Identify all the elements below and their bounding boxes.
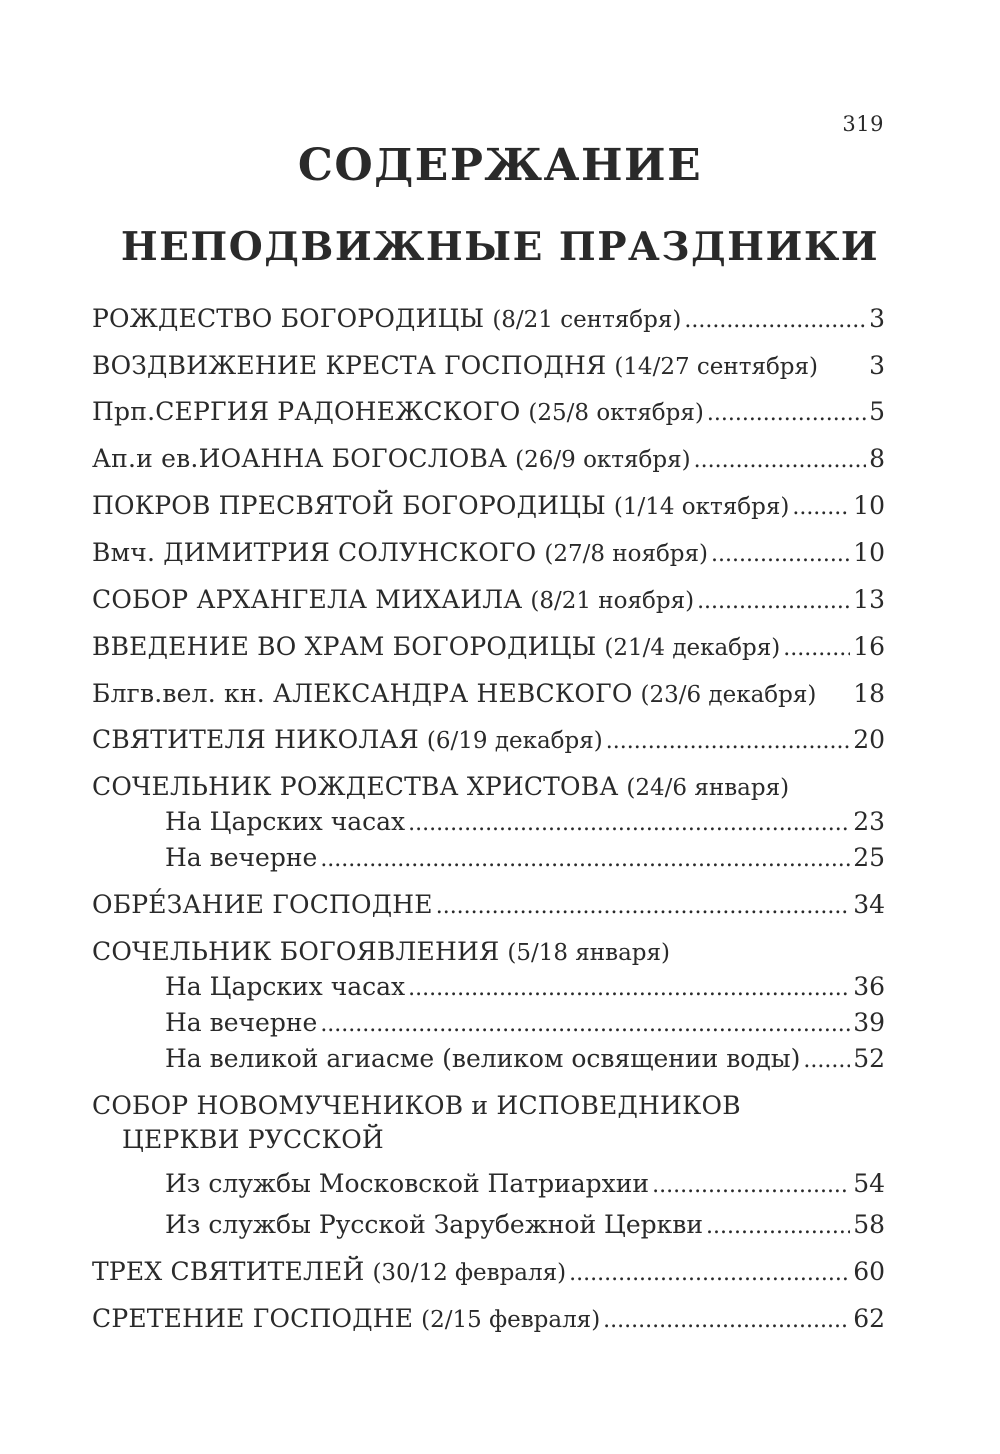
toc-entry[interactable] [92,1302,885,1338]
toc-entry-title: СВЯТИТЕЛЯ НИКОЛАЯ [92,725,419,754]
toc-entry-date: (27/8 ноября) [544,541,709,567]
toc-entry-title: ВОЗДВИЖЕНИЕ КРЕСТА ГОСПОДНЯ [92,351,607,380]
dot-leader [706,1208,850,1244]
dot-leader [408,970,850,1006]
dot-leader [684,302,866,338]
toc-entry-date: (24/6 января) [626,775,790,801]
toc-entry-title: СРЕТЕНИЕ ГОСПОДНЕ [92,1304,414,1333]
toc-entry-page: 5 [869,397,885,426]
toc-entry-title: СОБОР АРХАНГЕЛА МИХАИЛА [92,585,523,614]
toc-subentry[interactable] [92,1167,885,1203]
toc-entry-title: ПОКРОВ ПРЕСВЯТОЙ БОГОРОДИЦЫ [92,491,606,520]
page-title: СОДЕРЖАНИЕ [297,140,703,191]
dot-leader [603,1302,850,1338]
toc-subentry[interactable] [92,1006,885,1042]
toc-subentry-title: На Царских часах [165,807,406,836]
toc-entry-title: ВВЕДЕНИЕ ВО ХРАМ БОГОРОДИЦЫ [92,632,597,661]
toc-subentry-title: Из службы Русской Зарубежной Церкви [165,1210,704,1239]
page-number: 319 [842,112,884,136]
toc-entry-title: СОЧЕЛЬНИК БОГОЯВЛЕНИЯ [92,937,500,966]
dot-leader [707,395,866,431]
toc-entry-title: Ап.и ев.ИОАННА БОГОСЛОВА [92,444,508,473]
dot-leader [606,723,850,759]
toc-entry-date: (26/9 октября) [515,447,691,473]
toc-entry-page: 10 [853,538,885,567]
toc-subentry-title: На великой агиасме (великом освящении воды) [165,1044,801,1073]
toc-entry-page: 3 [869,304,885,333]
toc-entry-page: 20 [853,725,885,754]
toc-entry[interactable] [92,583,885,619]
toc-entry[interactable] [92,723,885,759]
toc-subentry[interactable] [92,970,885,1006]
toc-entry[interactable] [92,349,885,384]
toc-entry-page: 23 [853,807,885,836]
toc-entry-page: 18 [853,679,885,708]
toc-group-heading [92,935,885,970]
toc-entry-page: 34 [853,890,885,919]
toc-subentry-title: На вечерне [165,843,318,872]
toc-entry[interactable] [92,395,885,431]
toc-entry-date: (8/21 сентября) [492,307,682,333]
toc-entry-date: (2/15 февраля) [421,1307,601,1333]
dot-leader [711,536,850,572]
toc-subentry-title: Из службы Московской Патриархии [165,1169,650,1198]
dot-leader [694,442,866,478]
toc-entry-title: Прп.СЕРГИЯ РАДОНЕЖСКОГО [92,397,521,426]
dot-leader [783,630,850,666]
dot-leader [803,1042,850,1078]
toc-entry-page: 52 [853,1044,885,1073]
toc-entry-title: Блгв.вел. кн. АЛЕКСАНДРА НЕВСКОГО [92,679,633,708]
toc-subentry-title: На вечерне [165,1008,318,1037]
toc-entry[interactable] [92,302,885,338]
dot-leader [652,1167,850,1203]
toc-entry-page: 60 [853,1257,885,1286]
toc-entry[interactable] [92,489,885,525]
toc-entry-date: (5/18 января) [507,940,670,966]
dot-leader [436,888,850,924]
toc-entry[interactable] [92,442,885,478]
toc-entry-title: Вмч. ДИМИТРИЯ СОЛУНСКОГО [92,538,537,567]
dot-leader [320,841,850,877]
toc-entry[interactable] [92,677,885,712]
dot-leader [320,1006,850,1042]
dot-leader [408,805,850,841]
toc-subentry-title: На Царских часах [165,972,406,1001]
toc-entry-date: (14/27 сентября) [614,354,819,380]
toc-entry-title: ТРЕХ СВЯТИТЕЛЕЙ [92,1257,365,1286]
toc-entry-page: 16 [853,632,885,661]
toc-entry-page: 58 [853,1210,885,1239]
toc-subentry[interactable] [92,1042,885,1078]
toc-entry-date: (6/19 декабря) [426,728,603,754]
toc-entry-date: (8/21 ноября) [530,588,695,614]
toc-entry-page: 13 [853,585,885,614]
toc-entry-page: 54 [853,1169,885,1198]
toc-subentry[interactable] [92,805,885,841]
toc-entry-title: СОЧЕЛЬНИК РОЖДЕСТВА ХРИСТОВА [92,772,619,801]
dot-leader [569,1255,850,1291]
section-title: НЕПОДВИЖНЫЕ ПРАЗДНИКИ [120,224,880,270]
toc-entry-date: (30/12 февраля) [372,1260,567,1286]
dot-leader [792,489,850,525]
toc-entry-date: (25/8 октября) [528,400,704,426]
toc-entry-date: (1/14 октября) [613,494,790,520]
toc-subentry[interactable] [92,841,885,877]
toc-group-heading-continued [92,1123,885,1157]
toc-entry-title: ОБРЕ́ЗАНИЕ ГОСПОДНЕ [92,890,433,919]
toc-entry-title: РОЖДЕСТВО БОГОРОДИЦЫ [92,304,485,333]
toc-entry-page: 25 [853,843,885,872]
toc-entry-page: 8 [869,444,885,473]
toc-entry-date: (23/6 декабря) [640,682,817,708]
toc-entry-title: СОБОР НОВОМУЧЕНИКОВ и ИСПОВЕДНИКОВ [92,1091,741,1120]
toc-entry-page: 10 [853,491,885,520]
toc-entry[interactable] [92,1255,885,1291]
toc-entry-page: 39 [853,1008,885,1037]
toc-entry-title: ЦЕРКВИ РУССКОЙ [122,1125,384,1154]
toc-subentry[interactable] [92,1208,885,1244]
toc-entry-page: 36 [853,972,885,1001]
toc-entry-page: 62 [853,1304,885,1333]
toc-group-heading [92,770,885,805]
toc-entry[interactable] [92,888,885,924]
toc-entry[interactable] [92,630,885,666]
dot-leader [697,583,850,619]
toc-entry-page: 3 [869,351,885,380]
toc-group-heading [92,1089,885,1123]
table-of-contents [92,302,885,1338]
toc-entry-date: (21/4 декабря) [604,635,781,661]
toc-entry[interactable] [92,536,885,572]
